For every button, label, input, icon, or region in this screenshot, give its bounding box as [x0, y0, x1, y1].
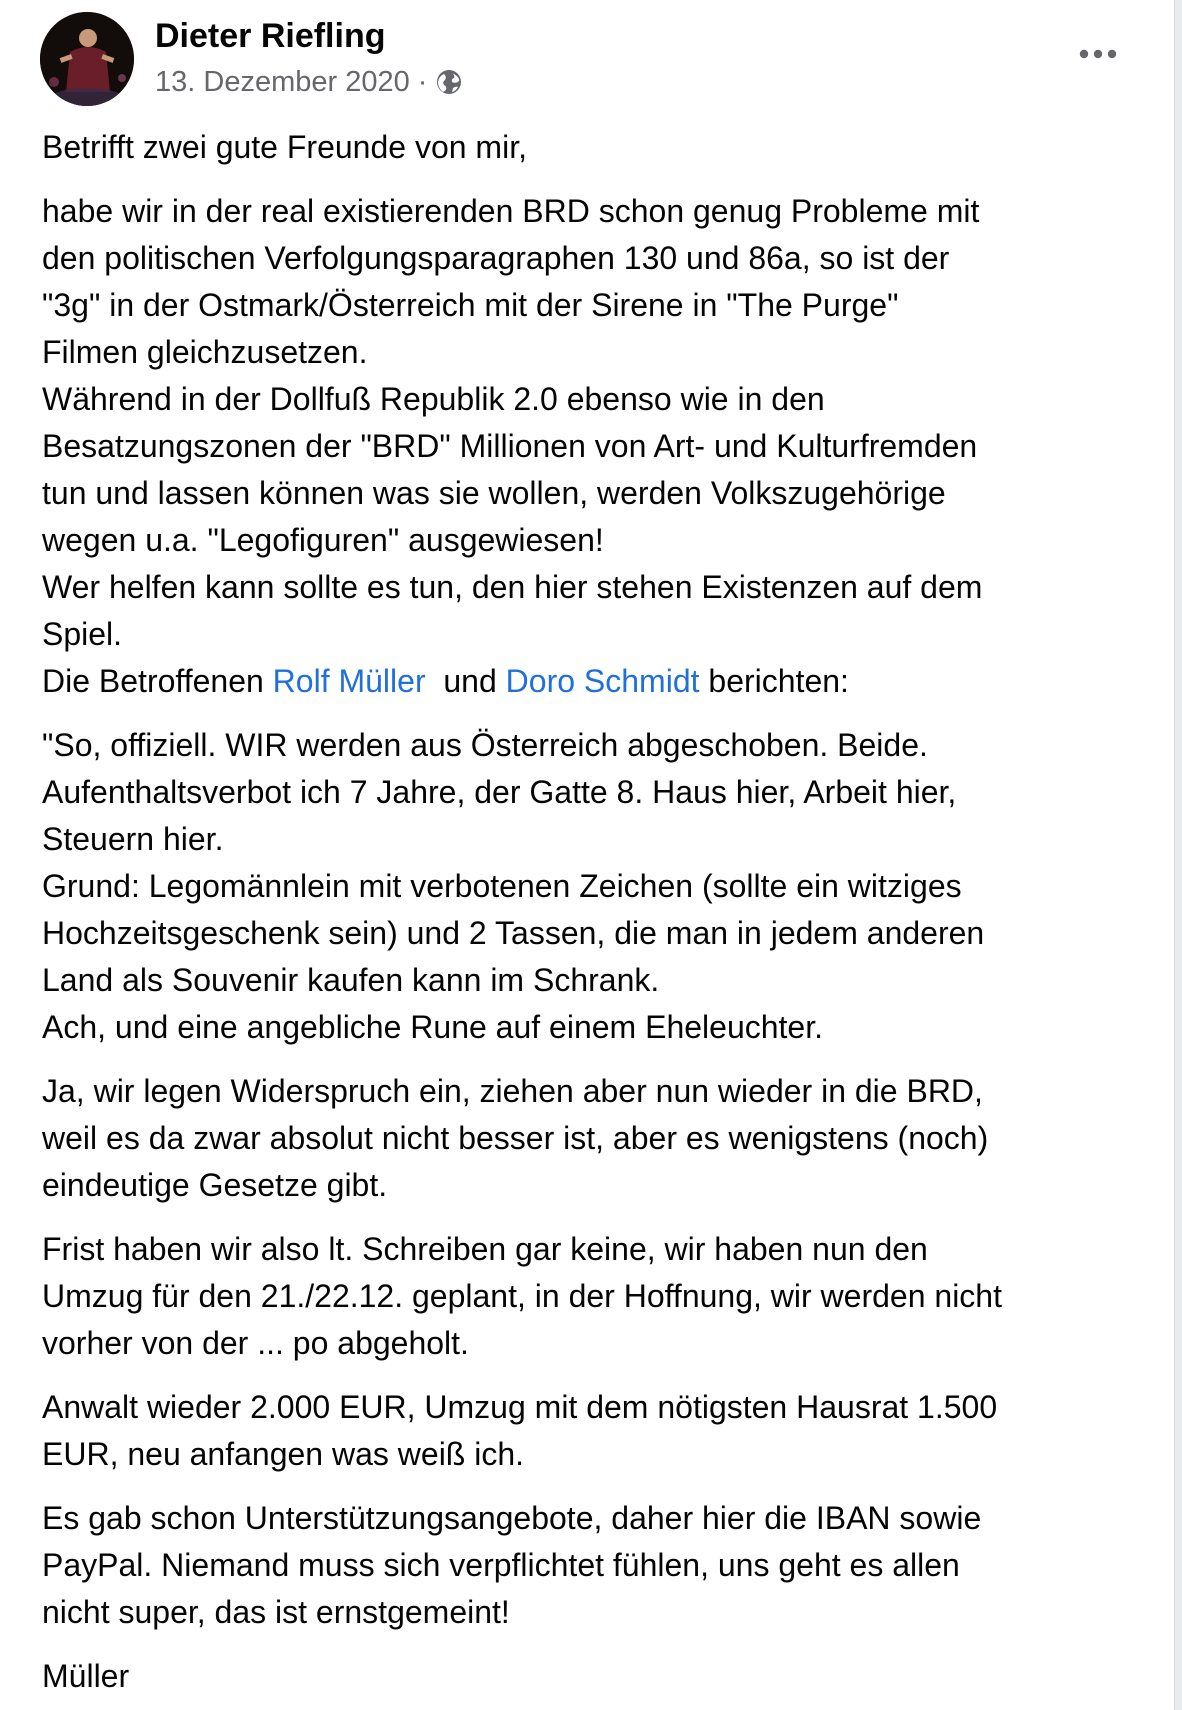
text-line: Anwalt wieder 2.000 EUR, Umzug mit dem nötigsten Hausrat 1.500 — [42, 1389, 998, 1425]
paragraph-8 — [42, 1653, 1152, 1700]
post-text — [42, 124, 1152, 1710]
mention-doro-schmidt[interactable]: Doro Schmidt — [505, 663, 700, 699]
text-line: tun und lassen können was sie wollen, werden Volkszugehörige — [42, 475, 946, 511]
text-line: Besatzungszonen der "BRD" Millionen von Art- und Kulturfremden — [42, 428, 978, 464]
text-line: Ach, und eine angebliche Rune auf einem Eheleuchter. — [42, 1009, 823, 1045]
text-line: Betrifft zwei gute Freunde von mir, — [42, 129, 527, 165]
signature: Müller — [42, 1658, 130, 1694]
mention-line — [42, 658, 1152, 705]
text-line: Land als Souvenir kaufen kann im Schrank. — [42, 962, 660, 998]
paragraph-2 — [42, 188, 1152, 705]
avatar[interactable] — [40, 12, 134, 106]
text-line: Ja, wir legen Widerspruch ein, ziehen aber nun wieder in die BRD, — [42, 1073, 983, 1109]
text-line: Spiel. — [42, 616, 123, 652]
text-line: "3g" in der Ostmark/Österreich mit der Sirene in "The Purge" — [42, 287, 899, 323]
text-segment: berichten: — [699, 663, 849, 699]
text-line: "So, offiziell. WIR werden aus Österreich abgeschoben. Beide. — [42, 727, 928, 763]
text-line: Frist haben wir also lt. Schreiben gar keine, wir haben nun den — [42, 1231, 928, 1267]
text-line: weil es da zwar absolut nicht besser ist, aber es wenigstens (noch) — [42, 1120, 989, 1156]
text-line: Aufenthaltsverbot ich 7 Jahre, der Gatte 8. Haus hier, Arbeit hier, — [42, 774, 957, 810]
text-line: EUR, neu anfangen was weiß ich. — [42, 1436, 525, 1472]
post-date[interactable]: 13. Dezember 2020 — [155, 65, 410, 98]
text-line: eindeutige Gesetze gibt. — [42, 1167, 388, 1203]
text-line: Während in der Dollfuß Republik 2.0 ebenso wie in den — [42, 381, 825, 417]
text-line: Wer helfen kann sollte es tun, den hier stehen Existenzen auf dem — [42, 569, 983, 605]
text-line: nicht super, das ist ernstgemeint! — [42, 1594, 510, 1630]
paragraph-3 — [42, 722, 1152, 1051]
paragraph-7 — [42, 1495, 1152, 1636]
text-line: Hochzeitsgeschenk sein) und 2 Tassen, die man in jedem anderen — [42, 915, 985, 951]
text-line: Steuern hier. — [42, 821, 224, 857]
text-line: den politischen Verfolgungsparagraphen 130 und 86a, so ist der — [42, 240, 950, 276]
meta-separator: · — [417, 65, 428, 98]
globe-icon[interactable] — [435, 68, 463, 96]
text-segment: Die Betroffenen — [42, 663, 273, 699]
post-meta — [155, 62, 463, 102]
author-name[interactable]: Dieter Riefling — [155, 17, 386, 55]
text-line: Filmen gleichzusetzen. — [42, 334, 368, 370]
paragraph-6 — [42, 1384, 1152, 1478]
more-options-button[interactable] — [1058, 30, 1138, 78]
paragraph-1 — [42, 124, 1152, 171]
text-segment: und — [425, 663, 506, 699]
paragraph-4 — [42, 1068, 1152, 1209]
text-line: habe wir in der real existierenden BRD schon genug Probleme mit — [42, 193, 980, 229]
mention-rolf-mueller[interactable]: Rolf Müller — [272, 663, 426, 699]
text-line: wegen u.a. "Legofiguren" ausgewiesen! — [42, 522, 604, 558]
post-header — [0, 0, 1175, 118]
paragraph-5 — [42, 1226, 1152, 1367]
more-dots-icon — [1078, 48, 1118, 60]
text-line: PayPal. Niemand muss sich verpflichtet fühlen, uns geht es allen — [42, 1547, 960, 1583]
text-line: vorher von der ... po abgeholt. — [42, 1325, 469, 1361]
avatar-image — [40, 12, 134, 106]
text-line: Grund: Legomännlein mit verbotenen Zeichen (sollte ein witziges — [42, 868, 962, 904]
text-line: Umzug für den 21./22.12. geplant, in der Hoffnung, wir werden nicht — [42, 1278, 1002, 1314]
text-line: Es gab schon Unterstützungsangebote, daher hier die IBAN sowie — [42, 1500, 982, 1536]
